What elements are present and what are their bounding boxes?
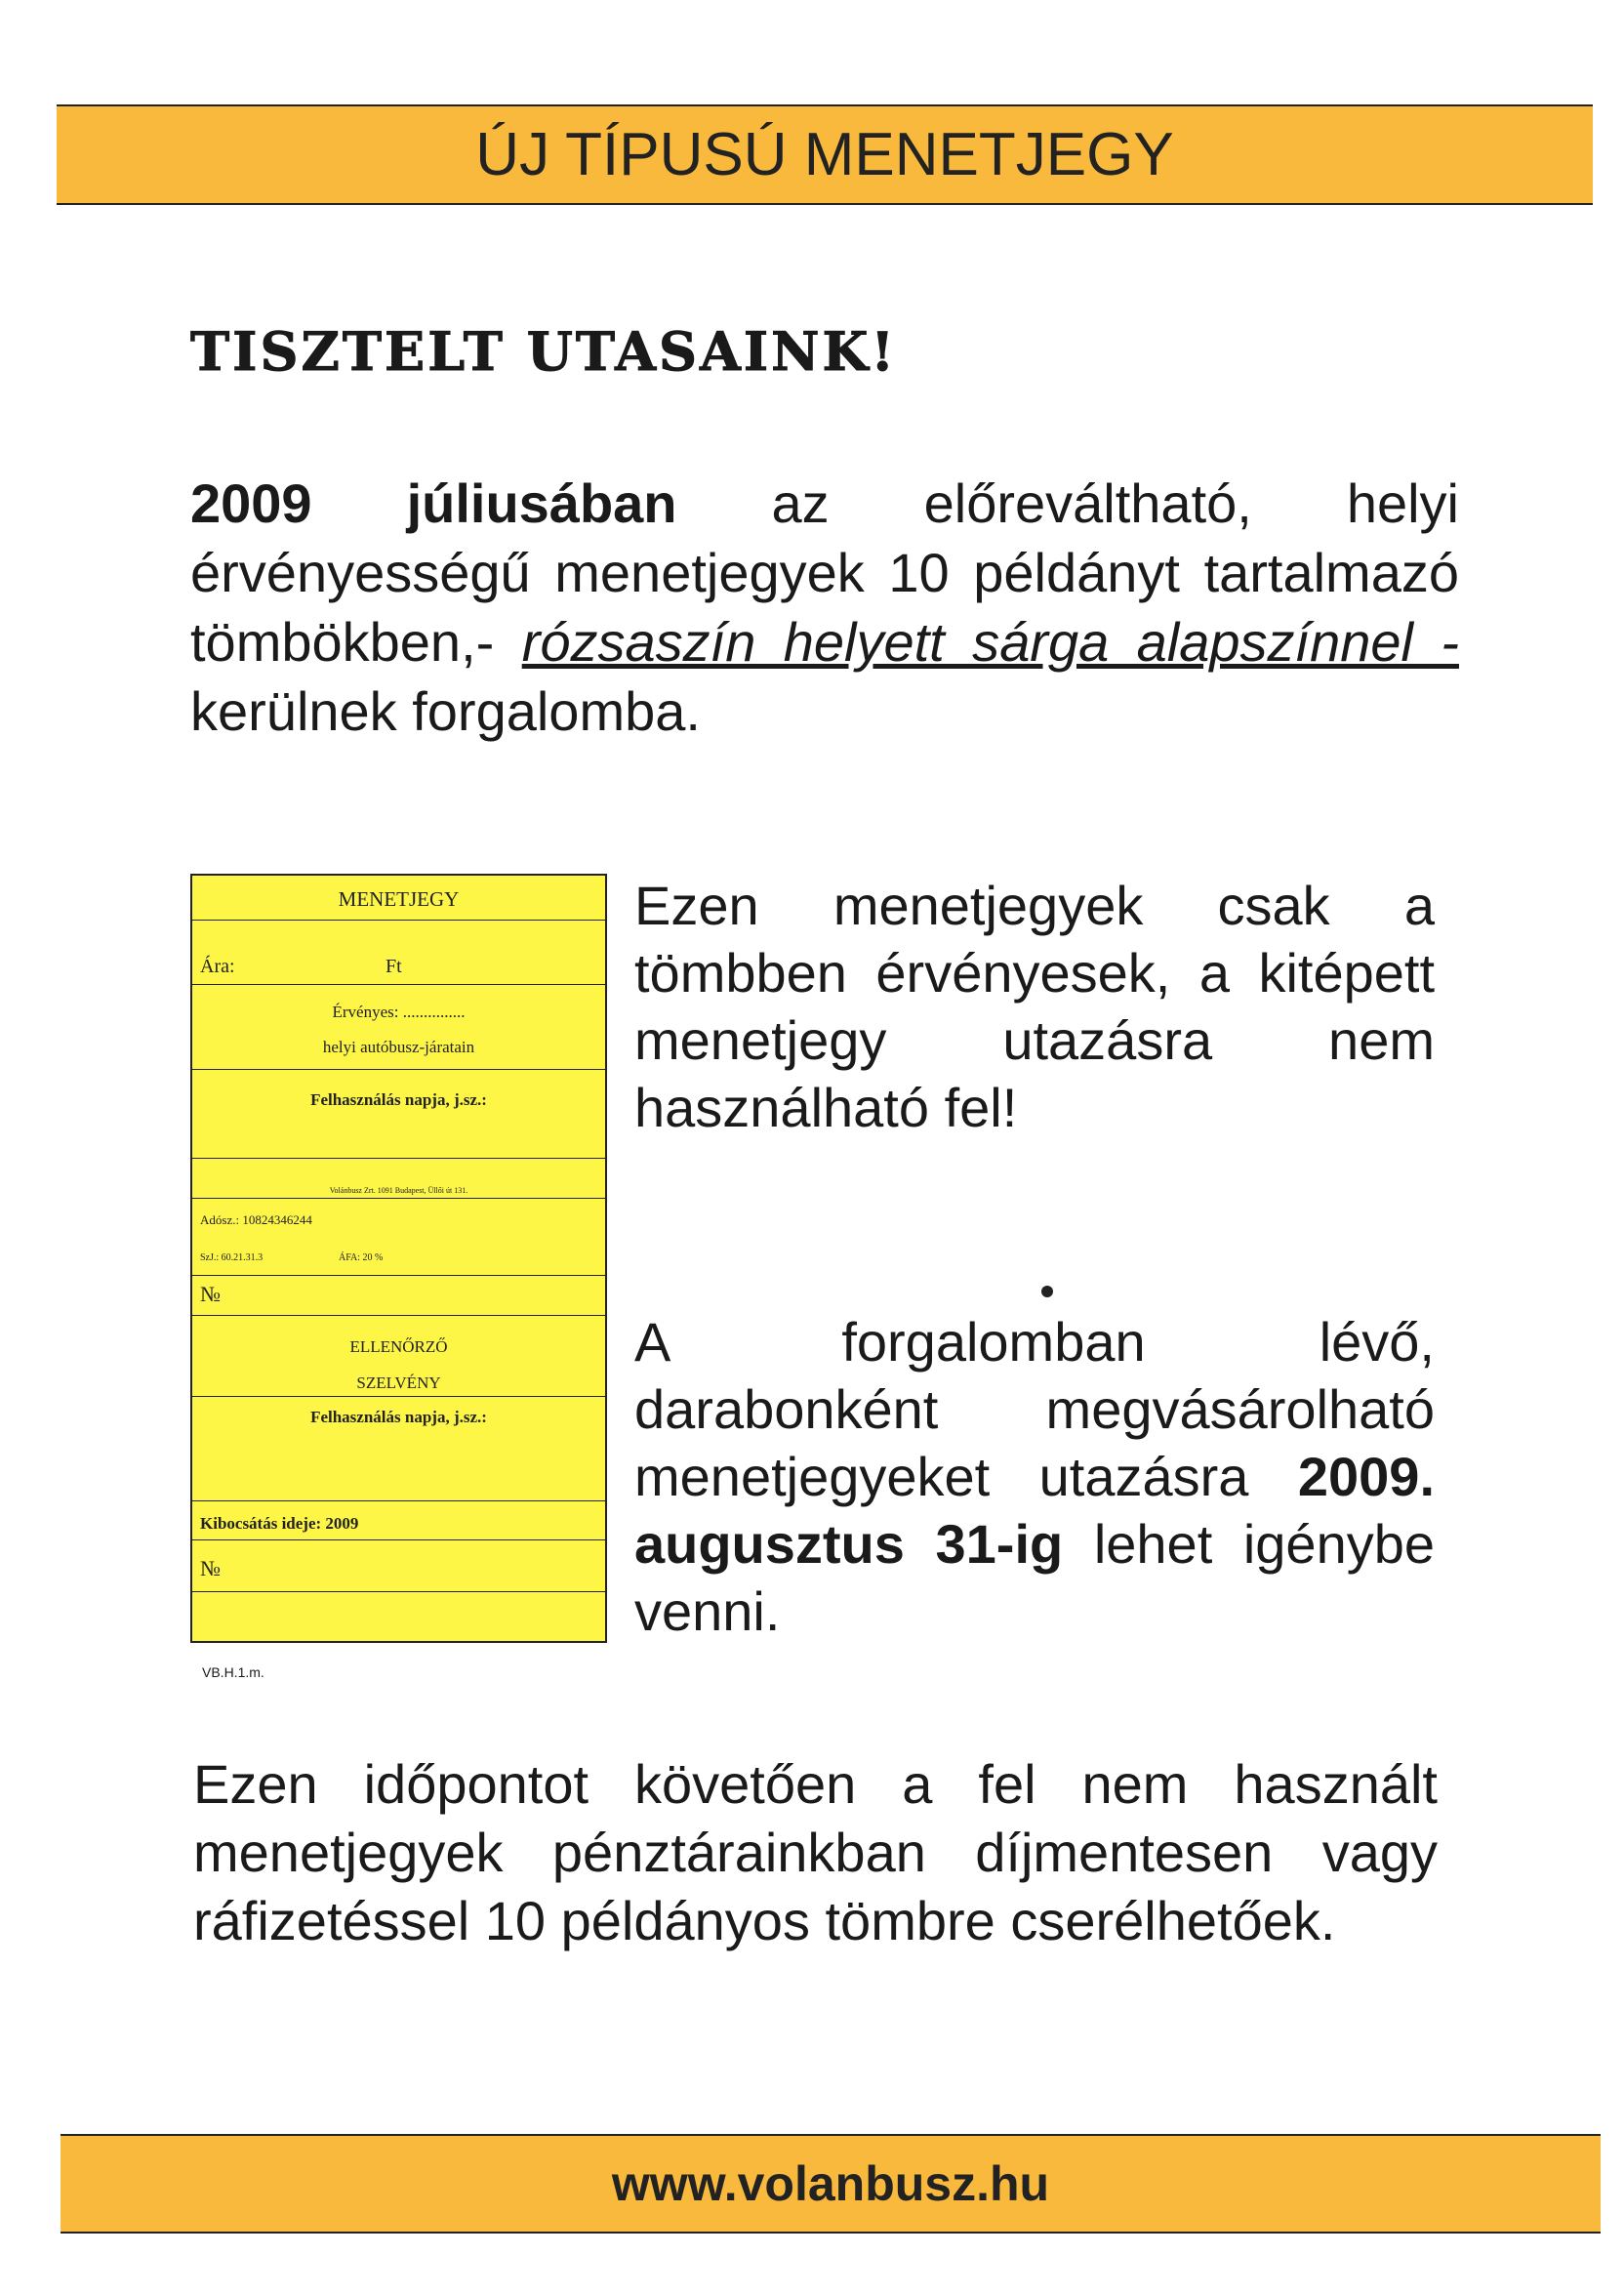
ticket-divider bbox=[192, 1315, 605, 1316]
ticket-divider bbox=[192, 1158, 605, 1159]
ticket-control-title-1: ELLENŐRZŐ bbox=[349, 1337, 448, 1356]
ticket-company: Volánbusz Zrt. 1091 Budapest, Üllői út 131. bbox=[329, 1186, 468, 1195]
ticket-sample bbox=[190, 874, 607, 1643]
ticket-divider bbox=[192, 1539, 605, 1540]
header-band bbox=[57, 104, 1593, 205]
ticket-use-day: Felhasználás napja, j.sz.: bbox=[310, 1090, 487, 1109]
greeting: TISZTELT UTASAINK! bbox=[190, 320, 898, 383]
ticket-number-sign-2: № bbox=[200, 1556, 221, 1580]
side-notice-1: Ezen menetjegyek csak a tömbben érvényesek, a kitépett menetjegy utazásra nem használható fel! bbox=[634, 875, 1435, 1138]
page-title: ÚJ TÍPUSÚ MENETJEGY bbox=[475, 121, 1174, 188]
ticket-control-title-2: SZELVÉNY bbox=[356, 1374, 441, 1392]
ticket-price-unit: Ft bbox=[386, 956, 402, 977]
side-2-text-2: lehet igénybe venni. bbox=[634, 1513, 1436, 1642]
intro-text-2: kerülnek forgalomba. bbox=[190, 680, 701, 742]
ticket-divider bbox=[192, 920, 605, 921]
ticket-price-label: Ára: bbox=[200, 956, 235, 977]
bullet-dot bbox=[1041, 1286, 1053, 1297]
ticket-divider bbox=[192, 984, 605, 985]
ticket-title: MENETJEGY bbox=[338, 887, 460, 911]
intro-paragraph bbox=[190, 469, 1459, 746]
ticket-tax-number: Adósz.: 10824346244 bbox=[200, 1212, 312, 1227]
ticket-divider bbox=[192, 1500, 605, 1501]
footer-url: www.volanbusz.hu bbox=[611, 2156, 1050, 2211]
ticket-divider bbox=[192, 1198, 605, 1199]
ticket-valid-text: helyi autóbusz-járatain bbox=[322, 1038, 475, 1056]
ticket-szj: SzJ.: 60.21.31.3 bbox=[200, 1252, 264, 1263]
ticket-afa: ÁFA: 20 % bbox=[339, 1252, 384, 1263]
side-2-deadline: 2009. augusztus 31-ig bbox=[634, 1446, 1435, 1575]
ticket-divider bbox=[192, 1396, 605, 1397]
ticket-use-day-2: Felhasználás napja, j.sz.: bbox=[310, 1408, 487, 1426]
ticket-divider bbox=[192, 1069, 605, 1070]
ticket-divider bbox=[192, 1591, 605, 1592]
intro-color-change: rózsaszín helyett sárga alapszínnel - bbox=[521, 611, 1460, 673]
ticket-divider bbox=[192, 1275, 605, 1276]
intro-date: 2009 júliusában bbox=[190, 472, 677, 534]
side-notice-2 bbox=[634, 1308, 1435, 1645]
footer-band bbox=[61, 2134, 1601, 2234]
side-2-text-1: A forgalomban lévő, darabonként megvásárolható menetjegyeket utazásra bbox=[634, 1311, 1435, 1507]
ticket-number-sign: № bbox=[200, 1282, 221, 1306]
ticket-caption: VB.H.1.m. bbox=[202, 1664, 264, 1680]
ticket-issue-date: Kibocsátás ideje: 2009 bbox=[200, 1514, 359, 1533]
intro-text-1: az előreváltható, helyi érvényességű menetjegyek 10 példányt tartalmazó tömbökben,- bbox=[190, 472, 1459, 673]
ticket-valid-label: Érvényes: ............... bbox=[332, 1003, 466, 1021]
closing-paragraph: Ezen időpontot követően a fel nem használt menetjegyek pénztárainkban díjmentesen vagy ráfizetéssel 10 példányos tömbre cserélhetőek. bbox=[193, 1753, 1438, 1951]
